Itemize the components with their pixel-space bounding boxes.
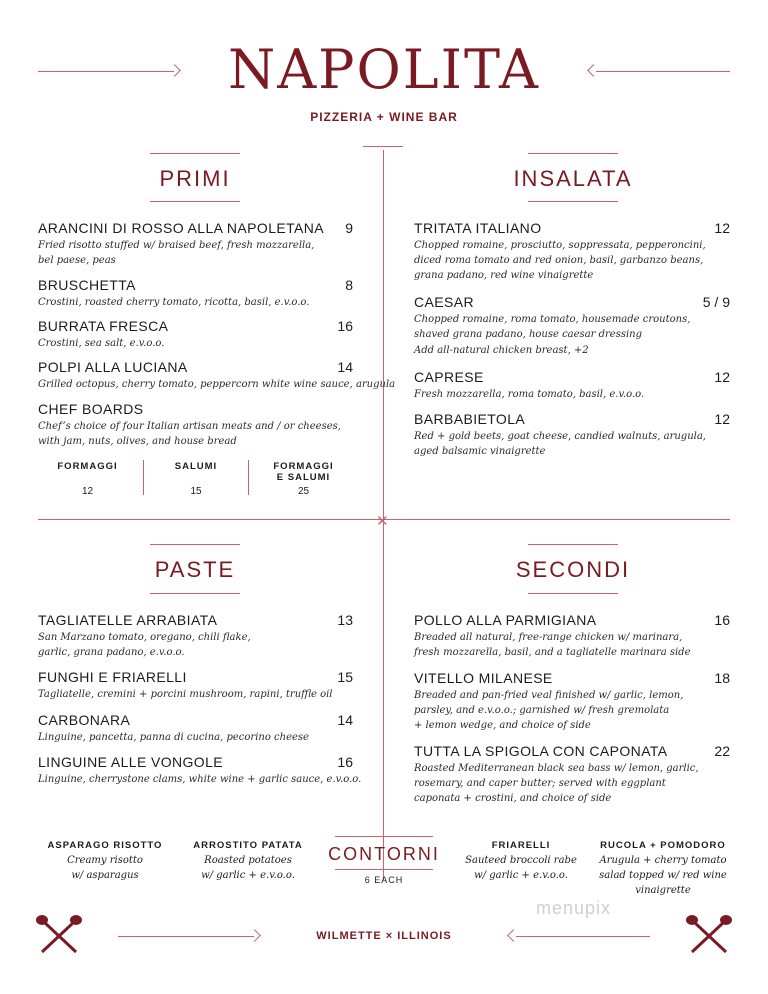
insalata-rule-top [528, 153, 618, 154]
side-desc: salad topped w/ red wine [599, 870, 727, 881]
menu-item-name: VITELLO MILANESE [414, 670, 553, 686]
menu-item-name: POLLO ALLA PARMIGIANA [414, 612, 597, 628]
menu-item-price: 14 [337, 712, 353, 728]
menu-item-name: BARBABIETOLA [414, 411, 526, 427]
menu-item-desc: Chopped romaine, prosciutto, soppressata, pepperoncini, [414, 240, 706, 251]
menu-item-desc: Linguine, cherrystone clams, white wine + garlic sauce, e.v.o.o. [38, 774, 362, 785]
contorni-title: CONTORNI [328, 844, 440, 864]
menu-item-desc: Fresh mozzarella, roma tomato, basil, e.v.o.o. [414, 389, 645, 400]
menu-item-name: TUTTA LA SPIGOLA CON CAPONATA [414, 743, 668, 759]
contorni-rule-bottom [335, 869, 433, 870]
menu-item-desc: garlic, grana padano, e.v.o.o. [38, 647, 185, 658]
side-desc: w/ garlic + e.v.o.o. [474, 870, 568, 881]
primi-rule-top [150, 153, 240, 154]
secondi-rule-bottom [528, 593, 618, 594]
menu-item-desc: diced roma tomato and red onion, basil, garbanzo beans, [414, 255, 704, 266]
side-name: RUCOLA + POMODORO [600, 840, 726, 851]
menu-item-name: CHEF BOARDS [38, 401, 144, 417]
board-label: SALUMI [174, 461, 218, 472]
menu-item-desc: with jam, nuts, olives, and house bread [38, 436, 237, 447]
contorni-rule-top [335, 836, 433, 837]
menu-item-desc: Tagliatelle, cremini + porcini mushroom, rapini, truffle oil [38, 689, 333, 700]
board-divider [248, 460, 249, 495]
board-label: E SALUMI [276, 472, 331, 483]
menu-item-name: CAESAR [414, 294, 474, 310]
menu-item-price: 5 / 9 [702, 294, 730, 310]
side-desc: w/ garlic + e.v.o.o. [201, 870, 295, 881]
side-name: FRIARELLI [491, 840, 551, 851]
menu-item-price: 14 [337, 359, 353, 375]
footer-location: WILMETTE × ILLINOIS [316, 930, 452, 942]
crossed-pizza-peels-icon [684, 912, 734, 956]
footer-arrow-left [248, 929, 261, 942]
menu-item-desc: parsley, and e.v.o.o.; garnished w/ fresh gremolata [414, 705, 670, 716]
menu-item-name: BURRATA FRESCA [38, 318, 169, 334]
menu-item-desc: Breaded all natural, free-range chicken w/ marinara, [414, 632, 683, 643]
menu-item-name: LINGUINE ALLE VONGOLE [38, 754, 224, 770]
menu-item-price: 9 [345, 220, 353, 236]
board-divider [143, 460, 144, 495]
menu-item-desc: Grilled octopus, cherry tomato, peppercorn white wine sauce, arugula [38, 379, 396, 390]
board-price: 15 [190, 486, 202, 497]
paste-rule-bottom [150, 593, 240, 594]
menu-item-desc: Chef’s choice of four Italian artisan meats and / or cheeses, [38, 421, 341, 432]
menu-item-price: 18 [714, 670, 730, 686]
side-name: ASPARAGO RISOTTO [47, 840, 163, 851]
watermark: menupix [536, 898, 612, 918]
menu-item-desc: Fried risotto stuffed w/ braised beef, fresh mozzarella, [38, 240, 315, 251]
crossed-pizza-peels-icon [34, 912, 84, 956]
menu-item-name: TRITATA ITALIANO [414, 220, 542, 236]
menu-item-desc: Crostini, roasted cherry tomato, ricotta, basil, e.v.o.o. [38, 297, 310, 308]
board-label: FORMAGGI [273, 461, 334, 472]
menu-item-desc: Crostini, sea salt, e.v.o.o. [38, 338, 165, 349]
menu-item-desc: fresh mozzarella, basil, and a tagliatelle marinara side [414, 647, 691, 658]
menu-item-price: 8 [345, 277, 353, 293]
menu-item-desc: rosemary, and caper butter; served with eggplant [414, 778, 666, 789]
board-price: 12 [81, 486, 94, 497]
board-label: FORMAGGI [57, 461, 118, 472]
menu-item-desc: grana padano, red wine vinaigrette [414, 270, 594, 281]
menu-item-desc: Add all-natural chicken breast, +2 [414, 345, 589, 356]
menu-item-name: BRUSCHETTA [38, 277, 136, 293]
side-name: ARROSTITO PATATA [193, 840, 303, 851]
menu-item-desc: Breaded and pan-fried veal finished w/ garlic, lemon, [414, 690, 684, 701]
side-desc: Roasted potatoes [204, 855, 292, 866]
footer-arrow-right [507, 929, 520, 942]
side-desc: Creamy risotto [67, 855, 143, 866]
menu-item-desc: bel paese, peas [38, 255, 116, 266]
menu-item-desc: San Marzano tomato, oregano, chili flake, [38, 632, 251, 643]
divider-cross-icon: ✕ [376, 513, 389, 530]
menu-item-desc: Red + gold beets, goat cheese, candied walnuts, arugula, [414, 431, 706, 442]
tagline: PIZZERIA + WINE BAR [310, 110, 458, 124]
menu-item-name: CAPRESE [414, 369, 484, 385]
secondi-title: SECONDI [515, 557, 631, 582]
menu-item-desc: caponata + crostini, and choice of side [414, 793, 612, 804]
menu-item-name: CARBONARA [38, 712, 131, 728]
menu-item-name: POLPI ALLA LUCIANA [38, 359, 188, 375]
logo: NAPOLITA [227, 38, 541, 101]
menu-item-name: ARANCINI DI ROSSO ALLA NAPOLETANA [38, 220, 325, 236]
menu-item-price: 16 [337, 754, 353, 770]
menu-item-desc: aged balsamic vinaigrette [414, 446, 546, 457]
footer-rule-right [516, 936, 650, 937]
menu-item-desc: Chopped romaine, roma tomato, housemade croutons, [414, 314, 691, 325]
menu-item-desc: Roasted Mediterranean black sea bass w/ lemon, garlic, [414, 763, 699, 774]
side-desc: w/ asparagus [71, 870, 139, 881]
menu-item-price: 15 [337, 669, 353, 685]
primi-title: PRIMI [159, 166, 231, 191]
insalata-rule-bottom [528, 201, 618, 202]
secondi-rule-top [528, 544, 618, 545]
menu-item-price: 13 [337, 612, 353, 628]
menu-item-desc: + lemon wedge, and choice of side [414, 720, 591, 731]
insalata-title: INSALATA [513, 166, 633, 191]
menu-item-price: 12 [714, 369, 730, 385]
menu-item-desc: shaved grana padano, house caesar dressing [414, 329, 643, 340]
menu-item-desc: Linguine, pancetta, panna di cucina, pecorino cheese [38, 732, 309, 743]
menu-item-price: 12 [714, 220, 730, 236]
menu-item-name: FUNGHI E FRIARELLI [38, 669, 187, 685]
footer-rule-left [118, 936, 254, 937]
primi-rule-bottom [150, 201, 240, 202]
menu-item-price: 16 [714, 612, 730, 628]
side-desc: vinaigrette [635, 885, 691, 896]
paste-rule-top [150, 544, 240, 545]
menu-item-price: 12 [714, 411, 730, 427]
menu-item-price: 16 [337, 318, 353, 334]
board-price: 25 [297, 486, 310, 497]
paste-title: PASTE [154, 557, 236, 582]
side-desc: Sauteed broccoli rabe [465, 855, 577, 866]
vertical-divider-cap [363, 146, 403, 147]
side-desc: Arugula + cherry tomato [599, 855, 727, 866]
menu-item-price: 22 [714, 743, 730, 759]
contorni-price-note: 6 EACH [364, 875, 404, 885]
menu-item-name: TAGLIATELLE ARRABIATA [38, 612, 218, 628]
